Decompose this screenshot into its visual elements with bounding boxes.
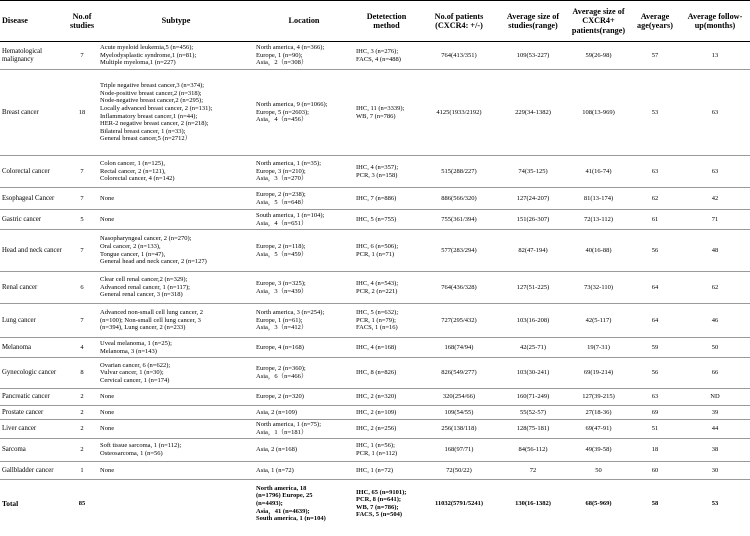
cell-method: IHC, 5 (n=755) [354, 210, 419, 230]
cell-followup: 13 [680, 42, 750, 70]
cell-patients: 11032(5791/5241) [434, 499, 484, 507]
cell-followup: 71 [680, 210, 750, 230]
cell-age: 62 [630, 188, 680, 210]
header-location: Location [254, 1, 354, 42]
cell-age: 58 [651, 499, 659, 507]
cell-location: North america, 3 (n=254); Europe, 1 (n=61); Asia，3（n=412） [254, 304, 354, 338]
cell-studies: 7 [66, 42, 98, 70]
cell-study-size: 103(16-208) [499, 304, 567, 338]
cell-cxcr4-size: 19(7-31) [567, 338, 630, 358]
cell-method: IHC, 1 (n=56); PCR, 1 (n=112) [354, 439, 419, 462]
cell-patients: 320(254/66) [419, 389, 499, 406]
cell-cxcr4-size: 42(5-117) [567, 304, 630, 338]
cell-location: North america, 9 (n=1066); Europe, 5 (n=2603); Asia，4（n=456） [254, 70, 354, 156]
cell-disease: Gallbladder cancer [0, 462, 66, 480]
cell-cxcr4-size: 69(47-91) [567, 420, 630, 439]
table-header-row [0, 1, 750, 42]
cell-study-size: 160(71-249) [499, 389, 567, 406]
cell-patients: 727(295/432) [419, 304, 499, 338]
cell-method: IHC, 4 (n=357); PCR, 3 (n=158) [354, 156, 419, 188]
cell-disease: Liver cancer [0, 420, 66, 439]
cell-study-size: 127(51-225) [499, 272, 567, 304]
cell-location: Europe, 3 (n=325); Asia，3（n=439） [254, 272, 354, 304]
cell-subtype: None [98, 462, 254, 480]
cell-followup: 48 [680, 230, 750, 272]
cell-location: Europe, 2 (n=360); Asia，6（n=466） [254, 358, 354, 389]
cell-method: IHC, 6 (n=506); PCR, 1 (n=71) [354, 230, 419, 272]
cell-study-size: 42(25-71) [499, 338, 567, 358]
cell-method: IHC, 7 (n=886) [354, 188, 419, 210]
cell-followup: 63 [680, 156, 750, 188]
cell-patients: 4125(1933/2192) [419, 70, 499, 156]
cell-disease: Total [2, 498, 19, 508]
cell-subtype: Colon cancer, 1 (n=125), Rectal cancer, 2 (n=121), Colorectal cancer, 4 (n=142) [98, 156, 254, 188]
cell-disease: Prostate cancer [0, 406, 66, 420]
cell-studies: 7 [66, 156, 98, 188]
cell-cxcr4-size: 81(13-174) [567, 188, 630, 210]
table-row [0, 230, 750, 272]
header-followup: Average follow-up(months) [680, 1, 750, 42]
cell-followup: 66 [680, 358, 750, 389]
table-row [0, 439, 750, 462]
cell-followup: 39 [680, 406, 750, 420]
cell-studies: 4 [66, 338, 98, 358]
cell-disease: Melanoma [0, 338, 66, 358]
cell-study-size: 72 [499, 462, 567, 480]
cell-followup: 38 [680, 439, 750, 462]
cell-studies: 2 [66, 439, 98, 462]
table-row [0, 210, 750, 230]
table-row [0, 188, 750, 210]
cell-cxcr4-size: 69(19-214) [567, 358, 630, 389]
cell-subtype: None [98, 210, 254, 230]
header-cxcr4-size: Average size of CXCR4+ patients(range) [567, 1, 630, 42]
cell-location: North america, 4 (n=366); Europe, 1 (n=90); Asia，2（n=308） [254, 42, 354, 70]
cell-followup: 53 [711, 499, 719, 507]
cell-studies: 18 [66, 70, 98, 156]
cell-disease: Esophageal Cancer [0, 188, 66, 210]
cell-study-size: 151(26-307) [499, 210, 567, 230]
cell-cxcr4-size: 27(18-36) [567, 406, 630, 420]
cell-cxcr4-size: 40(16-88) [567, 230, 630, 272]
cell-age: 56 [630, 230, 680, 272]
cell-disease: Renal cancer [0, 272, 66, 304]
cell-study-size: 103(30-241) [499, 358, 567, 389]
cell-followup: 30 [680, 462, 750, 480]
cell-cxcr4-size: 73(32-110) [567, 272, 630, 304]
cell-age: 64 [630, 272, 680, 304]
cell-age: 63 [630, 389, 680, 406]
cell-followup: 62 [680, 272, 750, 304]
header-study-size: Average size of studies(range) [499, 1, 567, 42]
cell-followup: 46 [680, 304, 750, 338]
table-row [0, 304, 750, 338]
table-row [0, 406, 750, 420]
cell-cxcr4-size: 68(5-969) [585, 499, 612, 507]
table-row [0, 420, 750, 439]
table-row [0, 338, 750, 358]
cell-location: Asia, 2 (n=168) [254, 439, 354, 462]
cell-patients: 256(138/118) [419, 420, 499, 439]
cell-method: IHC, 2 (n=256) [354, 420, 419, 439]
cell-method: IHC, 5 (n=632); PCR, 1 (n=79); FACS, 1 (n=16) [354, 304, 419, 338]
cell-location: North america, 1 (n=35); Europe, 3 (n=210); Asia，3（n=270） [254, 156, 354, 188]
cell-age: 60 [630, 462, 680, 480]
cell-method: IHC, 65 (n=9101); PCR, 8 (n=641); WB, 7 (n=786); FACS, 5 (n=504) [356, 488, 407, 519]
cell-disease: Breast cancer [0, 70, 66, 156]
cell-patients: 515(288/227) [419, 156, 499, 188]
cell-study-size: 74(35-125) [499, 156, 567, 188]
cell-age: 57 [630, 42, 680, 70]
cell-age: 51 [630, 420, 680, 439]
cell-location: Europe, 2 (n=320) [254, 389, 354, 406]
table-row [0, 272, 750, 304]
cell-disease: Colorectal cancer [0, 156, 66, 188]
table-row [0, 462, 750, 480]
cell-cxcr4-size: 41(16-74) [567, 156, 630, 188]
table-row [0, 358, 750, 389]
cell-location: North america, 1 (n=75); Asia，1（n=181） [254, 420, 354, 439]
cell-studies: 8 [66, 358, 98, 389]
cell-subtype: Uveal melanoma, 1 (n=25); Melanoma, 3 (n=143) [98, 338, 254, 358]
cell-subtype [98, 480, 254, 528]
cell-followup: ND [680, 389, 750, 406]
cell-study-size: 84(56-112) [499, 439, 567, 462]
cell-disease: Lung cancer [0, 304, 66, 338]
cell-subtype: Ovarian cancer, 6 (n=622); Vulvar cancer, 1 (n=30); Cervical cancer, 1 (n=174) [98, 358, 254, 389]
cell-followup: 42 [680, 188, 750, 210]
cell-cxcr4-size: 59(26-98) [567, 42, 630, 70]
cell-disease: Gastric cancer [0, 210, 66, 230]
cell-patients: 886(566/320) [419, 188, 499, 210]
cell-subtype: Clear cell renal cancer,2 (n=329); Advanced renal cancer, 1 (n=117); General renal cancer, 3 (n=318) [98, 272, 254, 304]
cell-studies: 85 [78, 499, 86, 507]
cell-followup: 50 [680, 338, 750, 358]
cell-studies: 7 [66, 230, 98, 272]
cell-disease: Pancreatic cancer [0, 389, 66, 406]
cell-age: 69 [630, 406, 680, 420]
cell-cxcr4-size: 72(13-112) [567, 210, 630, 230]
cell-patients: 168(97/71) [419, 439, 499, 462]
cell-study-size: 82(47-194) [499, 230, 567, 272]
table-row [0, 389, 750, 406]
table-row [0, 70, 750, 156]
cell-cxcr4-size: 50 [567, 462, 630, 480]
cell-disease: Head and neck cancer [0, 230, 66, 272]
cell-cxcr4-size: 108(13-969) [567, 70, 630, 156]
cell-study-size: 55(52-57) [499, 406, 567, 420]
cell-subtype: None [98, 420, 254, 439]
cell-studies: 1 [66, 462, 98, 480]
cell-age: 64 [630, 304, 680, 338]
cell-study-size: 127(24-207) [499, 188, 567, 210]
cell-location: Europe, 2 (n=118); Asia，5（n=459） [254, 230, 354, 272]
cell-location: South america, 1 (n=104); Asia，4（n=651） [254, 210, 354, 230]
cell-subtype: None [98, 188, 254, 210]
cell-age: 61 [630, 210, 680, 230]
cell-method: IHC, 11 (n=3339); WB, 7 (n=786) [354, 70, 419, 156]
cell-studies: 2 [66, 389, 98, 406]
table-row [0, 156, 750, 188]
cell-location: Asia, 1 (n=72) [254, 462, 354, 480]
cell-subtype: Soft tissue sarcoma, 1 (n=112); Osteosarcoma, 1 (n=56) [98, 439, 254, 462]
cell-studies: 7 [66, 188, 98, 210]
cell-studies: 2 [66, 406, 98, 420]
header-patients: No.of patients (CXCR4: +/-) [419, 1, 499, 42]
cell-followup: 44 [680, 420, 750, 439]
cell-patients: 764(413/351) [419, 42, 499, 70]
cell-age: 56 [630, 358, 680, 389]
cell-patients: 577(283/294) [419, 230, 499, 272]
cell-subtype: None [98, 406, 254, 420]
table-body [0, 42, 750, 528]
cell-method: IHC, 1 (n=72) [354, 462, 419, 480]
cell-studies: 5 [66, 210, 98, 230]
cell-studies: 6 [66, 272, 98, 304]
header-method: Detetection method [354, 1, 419, 42]
cell-patients: 826(549/277) [419, 358, 499, 389]
cell-cxcr4-size: 127(39-215) [567, 389, 630, 406]
cell-method: IHC, 2 (n=320) [354, 389, 419, 406]
cell-method: IHC, 8 (n=826) [354, 358, 419, 389]
cell-subtype: Nasopharyngeal cancer, 2 (n=270); Oral cancer, 2 (n=133), Tongue cancer, 1 (n=47), General head and neck cancer, 2 (n=127) [98, 230, 254, 272]
cell-location: Asia, 2 (n=109) [254, 406, 354, 420]
cell-subtype: Advanced non-small cell lung cancer, 2 (n=100); Non-small cell lung cancer, 3 (n=394), Lung cancer, 2 (n=233) [98, 304, 254, 338]
cell-subtype: Acute myeloid leukemia,5 (n=456); Myelodysplastic syndrome,1 (n=81); Multiple myeloma,1 (n=227) [98, 42, 254, 70]
cell-location: Europe, 4 (n=168) [254, 338, 354, 358]
cell-studies: 7 [66, 304, 98, 338]
cell-disease: Sarcoma [0, 439, 66, 462]
cell-subtype: Triple negative breast cancer,3 (n=374); Node-positive breast cancer,2 (n=318); Node-negative breast cancer,2 (n=295); Locally advanced breast cancer, 2 (n=131); Inflammatory breast cancer,1 (n=44); HER-2 negative breast cancer, 2 (n=218); Bilateral breast cancer, 1 (n=33); General breast cancer,5 (n=2712） [98, 70, 254, 156]
cell-patients: 72(50/22) [419, 462, 499, 480]
cell-patients: 764(436/328) [419, 272, 499, 304]
cell-method: IHC, 2 (n=109) [354, 406, 419, 420]
cell-cxcr4-size: 49(39-58) [567, 439, 630, 462]
cell-patients: 109(54/55) [419, 406, 499, 420]
cell-followup: 63 [680, 70, 750, 156]
cell-method: IHC, 4 (n=543); PCR, 2 (n=221) [354, 272, 419, 304]
cell-study-size: 229(34-1382) [499, 70, 567, 156]
cell-location: Europe, 2 (n=238); Asia，5（n=648） [254, 188, 354, 210]
cell-method: IHC, 3 (n=276); FACS, 4 (n=488) [354, 42, 419, 70]
cell-disease: Gynecologic cancer [0, 358, 66, 389]
cell-age: 18 [630, 439, 680, 462]
cell-disease: Hematological malignancy [0, 42, 66, 70]
cell-age: 59 [630, 338, 680, 358]
header-disease: Disease [0, 1, 66, 42]
cell-age: 63 [630, 156, 680, 188]
cell-patients: 755(361/394) [419, 210, 499, 230]
header-age: Average age(years) [630, 1, 680, 42]
cell-location: North america, 18 (n=1796) Europe, 25 (n=4493); Asia，41 (n=4639); South america, 1 (n=104) [256, 484, 326, 523]
cell-patients: 168(74/94) [419, 338, 499, 358]
cell-studies: 2 [66, 420, 98, 439]
cell-study-size: 130(16-1382) [515, 499, 551, 507]
table-total-row [0, 480, 750, 528]
table-row [0, 42, 750, 70]
cell-study-size: 128(75-181) [499, 420, 567, 439]
header-studies: No.of studies [66, 1, 98, 42]
cell-age: 53 [630, 70, 680, 156]
header-subtype: Subtype [98, 1, 254, 42]
cell-study-size: 109(53-227) [499, 42, 567, 70]
cell-method: IHC, 4 (n=168) [354, 338, 419, 358]
cell-subtype: None [98, 389, 254, 406]
